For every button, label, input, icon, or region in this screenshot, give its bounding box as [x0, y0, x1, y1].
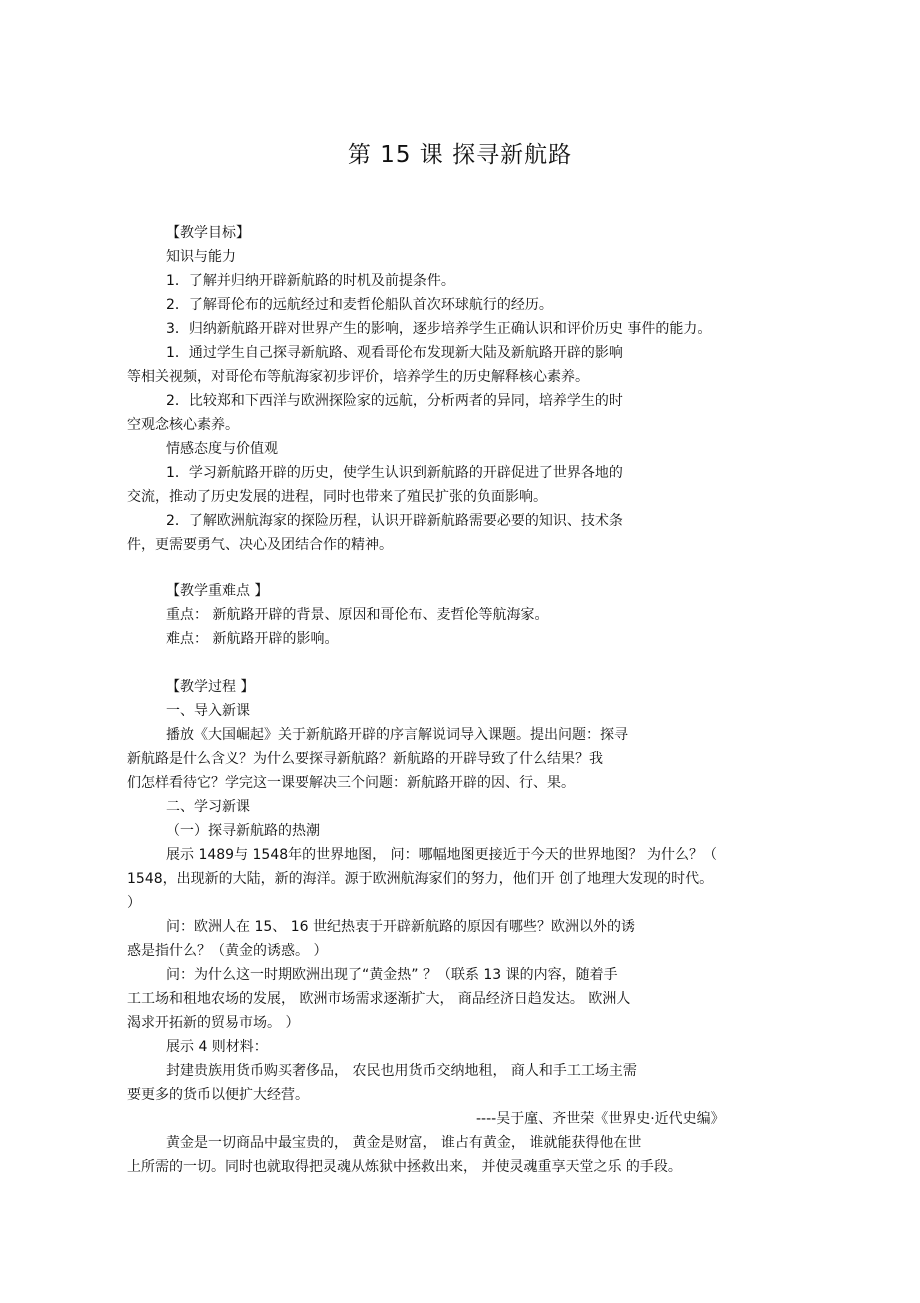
paragraph-line: 1．了解并归纳开辟新航路的时机及前提条件。	[166, 273, 455, 289]
section-heading-objectives: 【教学目标】	[166, 225, 250, 241]
quote-line: 要更多的货币以便扩大经营。	[127, 1087, 309, 1103]
quote-line: 上所需的一切。同时也就取得把灵魂从炼狱中拯救出来， 并使灵魂重享天堂之乐 的手段。	[127, 1159, 682, 1175]
paragraph-line: ）	[127, 895, 141, 911]
page-title: 第 15 课 探寻新航路	[347, 142, 573, 168]
paragraph-line: 工工场和租地农场的发展， 欧洲市场需求逐渐扩大， 商品经济日趋发达。 欧洲人	[127, 991, 631, 1007]
paragraph-line: 问：欧洲人在 15、 16 世纪热衷于开辟新航路的原因有哪些？欧洲以外的诱	[166, 919, 635, 935]
paragraph-line: 们怎样看待它？学完这一课要解决三个问题：新航路开辟的因、行、果。	[127, 775, 575, 791]
section-heading-process: 【教学过程 】	[166, 679, 255, 695]
subheading-knowledge: 知识与能力	[166, 249, 236, 265]
paragraph-line: 2．了解哥伦布的远航经过和麦哲伦船队首次环球航行的经历。	[166, 297, 553, 313]
paragraph-line: 空观念核心素养。	[127, 417, 239, 433]
subheading-new-lesson: 二、学习新课	[166, 799, 250, 815]
paragraph-line: 3．归纳新航路开辟对世界产生的影响，逐步培养学生正确认识和评价历史 事件的能力。	[166, 321, 712, 337]
quote-line: 黄金是一切商品中最宝贵的， 黄金是财富， 谁占有黄金， 谁就能获得他在世	[166, 1135, 642, 1151]
paragraph-line: 展示 4 则材料：	[166, 1039, 268, 1055]
paragraph-line: 新航路是什么含义？为什么要探寻新航路？新航路的开辟导致了什么结果？我	[127, 751, 603, 767]
subheading-exploration: （一）探寻新航路的热潮	[166, 823, 320, 839]
paragraph-line: 展示 1489与 1548年的世界地图， 问：哪幅地图更接近于今天的世界地图？ 为什么？（	[166, 847, 718, 863]
subheading-intro: 一、导入新课	[166, 703, 250, 719]
paragraph-line: 渴求开拓新的贸易市场。 ）	[127, 1015, 300, 1031]
quote-source: ----吴于廑、齐世荣《世界史·近代史编》	[476, 1111, 725, 1127]
key-point-line: 重点： 新航路开辟的背景、原因和哥伦布、麦哲伦等航海家。	[166, 607, 549, 623]
paragraph-line: 件，更需要勇气、决心及团结合作的精神。	[127, 537, 393, 553]
section-heading-key-points: 【教学重难点 】	[166, 583, 269, 599]
paragraph-line: 播放《大国崛起》关于新航路开辟的序言解说词导入课题。提出问题：探寻	[166, 727, 628, 743]
paragraph-line: 2．比较郑和下西洋与欧洲探险家的远航，分析两者的异同，培养学生的时	[166, 393, 623, 409]
paragraph-line: 1．通过学生自己探寻新航路、观看哥伦布发现新大陆及新航路开辟的影响	[166, 345, 623, 361]
paragraph-line: 等相关视频，对哥伦布等航海家初步评价，培养学生的历史解释核心素养。	[127, 369, 589, 385]
paragraph-line: 1548，出现新的大陆，新的海洋。源于欧洲航海家们的努力，他们开 创了地理大发现的时代。	[127, 871, 714, 887]
paragraph-line: 1．学习新航路开辟的历史，使学生认识到新航路的开辟促进了世界各地的	[166, 465, 623, 481]
difficult-point-line: 难点： 新航路开辟的影响。	[166, 631, 339, 647]
paragraph-line: 交流，推动了历史发展的进程，同时也带来了殖民扩张的负面影响。	[127, 489, 547, 505]
paragraph-line: 惑是指什么？（黄金的诱惑。 ）	[127, 943, 328, 959]
paragraph-line: 2．了解欧洲航海家的探险历程，认识开辟新航路需要必要的知识、技术条	[166, 513, 623, 529]
quote-line: 封建贵族用货币购买奢侈品， 农民也用货币交纳地租， 商人和手工工场主需	[166, 1063, 637, 1079]
paragraph-line: 问：为什么这一时期欧洲出现了“黄金热” ？（联系 13 课的内容，随着手	[166, 967, 618, 983]
subheading-attitude: 情感态度与价值观	[166, 441, 278, 457]
